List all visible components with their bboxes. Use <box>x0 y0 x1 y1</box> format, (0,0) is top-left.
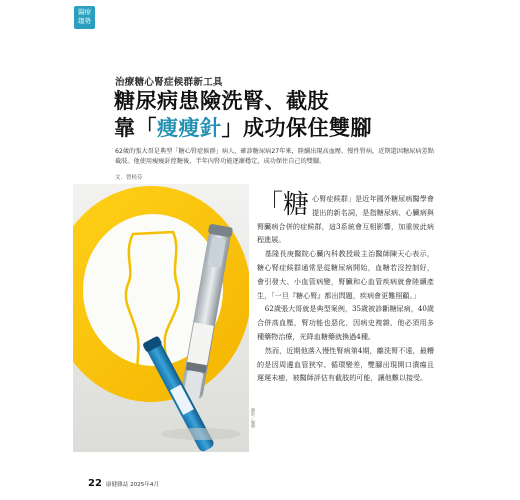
kicker: 治療糖心腎症候群新工具 <box>115 77 223 88</box>
article-photo <box>73 184 249 452</box>
page-number: 22 <box>88 478 102 489</box>
body-paragraph-4: 然而，近期他落入慢性腎病第4期，離洗腎不遠，最糟的是因周邊血管狹窄、循環變差，雙腳出現開口潰瘍且遲遲未癒，被醫師評估有截肢的可能，讓他難以接受。 <box>257 345 434 383</box>
injection-pen-photo <box>73 184 249 452</box>
headline-line2 <box>114 115 372 142</box>
section-tag-line2: 趨勢 <box>78 17 91 25</box>
body-paragraph-2: 基隆長庚醫院心臟內科教授級主治醫師陳天心表示，糖心腎症候群通常是從糖尿病開始，血糖若沒控制好，會引發大、小血管病變，腎臟和心血管疾病就會陸續產生，「一旦『糖心腎』都出問題，疾病會更難照顧。」 <box>257 249 434 300</box>
section-tag <box>74 6 95 29</box>
section-tag-line1: 醫療 <box>78 8 91 16</box>
photo-credit: 攝影／編輯 <box>251 408 256 428</box>
headline-line2-suffix: 」成功保住雙腳 <box>221 116 372 140</box>
headline-highlight: 瘦瘦針 <box>157 116 222 140</box>
body-paragraph-1 <box>257 192 434 247</box>
headline-line2-prefix: 靠「 <box>114 116 157 140</box>
page-footer <box>88 478 159 489</box>
issue-label: 康健雜誌 2025年4月 <box>105 482 160 488</box>
article-summary: 62歲的張大哥是典型「糖心腎症候群」病人，確診糖尿病27年來，陸續出現高血壓、慢性腎病，近期還因糖尿病差點截肢。他使用瘦瘦針控糖後，半年內腎功能逐漸穩定，成功保住自己的雙腳。 <box>115 148 434 165</box>
body-paragraph-1-text: 心腎症候群」是近年國外糖尿病醫學會提出的新名詞，是指糖尿病、心臟病與腎臟病合併的症候群，這3系統會互相影響，加重彼此病程進展。 <box>257 194 434 245</box>
dropcap: 「糖 <box>257 190 310 220</box>
body-paragraph-3: 62歲張大哥就是典型案例，35歲被診斷糖尿病，40歲合併高血壓，腎功能也惡化，因病史複雜，他必須用多種藥物治療，光降血糖藥就換過4種。 <box>257 304 434 341</box>
headline <box>114 88 372 142</box>
byline: 文．曾桂芬 <box>115 175 143 181</box>
headline-line1: 糖尿病患險洗腎、截肢 <box>114 89 329 113</box>
article-body <box>257 192 434 385</box>
